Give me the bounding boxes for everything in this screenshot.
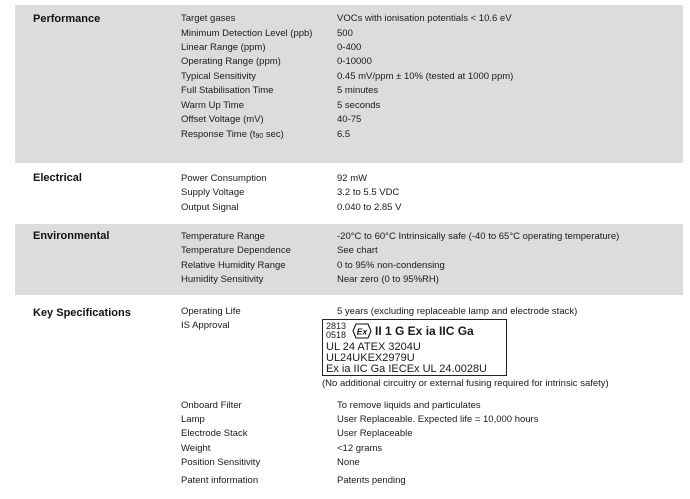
is-approval-note: (No additional circuitry or external fusing required for intrinsic safety): [322, 378, 609, 389]
ex-hexagon-icon: [352, 323, 372, 339]
spec-value: Patents pending: [337, 475, 406, 486]
spec-value: 500: [337, 28, 353, 39]
atex-marking-line: [326, 322, 506, 340]
ukex-certificate: UL24UKEX2979U: [326, 352, 415, 364]
spec-value: VOCs with ionisation potentials < 10.6 eV: [337, 13, 512, 24]
performance-section: [15, 5, 683, 163]
spec-label: Linear Range (ppm): [181, 42, 266, 53]
spec-label: Minimum Detection Level (ppb): [181, 28, 313, 39]
spec-label: Humidity Sensitivity: [181, 274, 264, 285]
atex-certificate: UL 24 ATEX 3204U: [326, 341, 421, 353]
electrical-title: Electrical: [33, 172, 82, 184]
spec-value: 0-400: [337, 42, 362, 53]
spec-label: Supply Voltage: [181, 187, 245, 198]
spec-value: To remove liquids and particulates: [337, 400, 481, 411]
spec-label: Output Signal: [181, 202, 239, 213]
spec-value: 6.5: [337, 129, 351, 140]
spec-label: Temperature Dependence: [181, 245, 291, 256]
spec-label: Temperature Range: [181, 231, 265, 242]
spec-value: 3.2 to 5.5 VDC: [337, 187, 400, 198]
spec-value: 5 minutes: [337, 85, 379, 96]
spec-value: User Replaceable. Expected life = 10,000 hours: [337, 414, 539, 425]
spec-value: 40-75: [337, 114, 362, 125]
performance-title: Performance: [33, 13, 101, 25]
spec-value: 5 years (excluding replaceable lamp and electrode stack): [337, 306, 578, 317]
spec-label: Operating Life: [181, 306, 241, 317]
notified-body-numbers: 2813 0518: [326, 321, 347, 340]
spec-value: None: [337, 457, 360, 468]
spec-label: Onboard Filter: [181, 400, 242, 411]
spec-label: Target gases: [181, 13, 236, 24]
ex-symbol-text: Ex: [356, 326, 368, 337]
key-specifications-rows: [15, 398, 683, 496]
spec-label: Position Sensitivity: [181, 457, 261, 468]
spec-value: 0.45 mV/ppm ± 10% (tested at 1000 ppm): [337, 71, 514, 82]
spec-value: 5 seconds: [337, 100, 381, 111]
spec-label: Offset Voltage (mV): [181, 114, 264, 125]
spec-value: See chart: [337, 245, 378, 256]
spec-label: Full Stabilisation Time: [181, 85, 274, 96]
spec-value: 92 mW: [337, 173, 368, 184]
spec-label: Typical Sensitivity: [181, 71, 256, 82]
environmental-section: [15, 224, 683, 295]
spec-label: Power Consumption: [181, 173, 267, 184]
spec-value: Near zero (0 to 95%RH): [337, 274, 439, 285]
spec-label: Warm Up Time: [181, 100, 244, 111]
iecex-certificate: Ex ia IIC Ga IECEx UL 24.0028U: [326, 363, 487, 375]
spec-label: Relative Humidity Range: [181, 260, 286, 271]
atex-marking: II 1 G Ex ia IIC Ga: [375, 324, 474, 338]
is-approval-marking: [322, 319, 507, 376]
spec-value: 0-10000: [337, 56, 372, 67]
spec-label: Operating Range (ppm): [181, 56, 281, 67]
spec-value: -20°C to 60°C Intrinsically safe (-40 to 65°C operating temperature): [337, 231, 620, 242]
spec-value: <12 grams: [337, 443, 383, 454]
spec-value: User Replaceable: [337, 428, 413, 439]
key-specifications-title: Key Specifications: [33, 307, 131, 319]
spec-value: 0 to 95% non-condensing: [337, 260, 445, 271]
electrical-section: [15, 166, 683, 222]
spec-label: Electrode Stack: [181, 428, 248, 439]
spec-label: Weight: [181, 443, 211, 454]
spec-label: Lamp: [181, 414, 205, 425]
spec-label: IS Approval: [181, 320, 230, 331]
environmental-title: Environmental: [33, 230, 110, 242]
spec-value: 0.040 to 2.85 V: [337, 202, 402, 213]
spec-label: Patent information: [181, 475, 259, 486]
spec-label: Response Time ($t_{90}$ sec): [181, 129, 284, 140]
